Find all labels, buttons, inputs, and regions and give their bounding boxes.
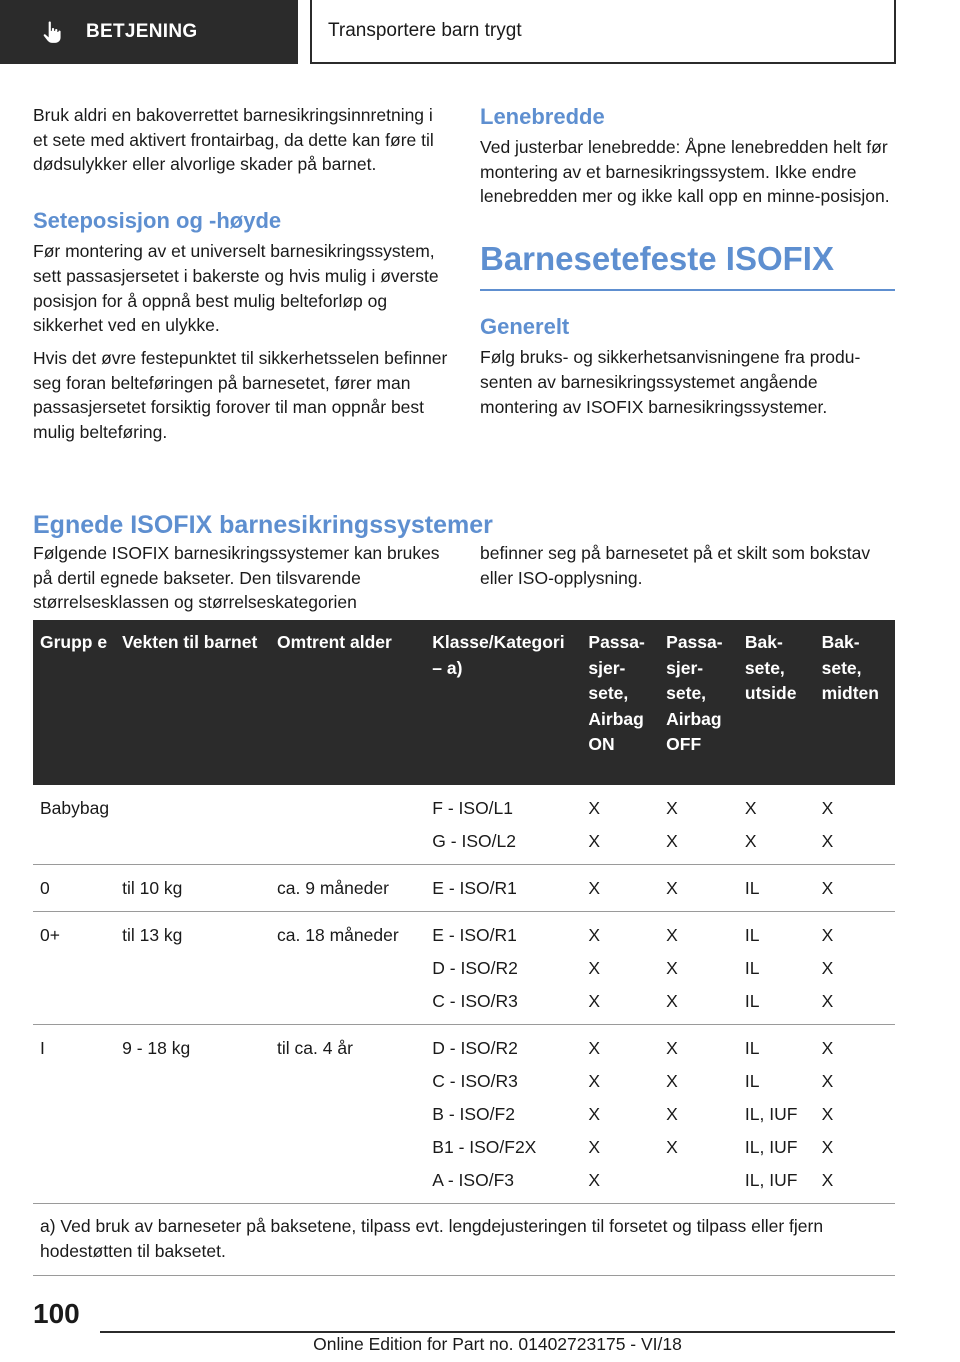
cell-airbag-off	[659, 865, 738, 912]
cell-value: Babybag	[40, 798, 110, 818]
cell-airbag-on	[581, 912, 659, 1025]
cell-airbag-off	[659, 912, 738, 1025]
cell-value: IL	[744, 991, 760, 1011]
cell-classes	[425, 865, 581, 912]
cell-value: X	[588, 958, 601, 978]
table-footnote: a) Ved bruk av barneseter på baksetene, tilpass evt. lengdejusteringen til forsetet og tilpass eller fjern hodestøtten til baksetet.	[33, 1204, 895, 1276]
backrest-width-heading: Lenebredde	[480, 104, 605, 129]
cell-value: E - ISO/R1	[432, 925, 517, 945]
cell-value: 0	[40, 878, 50, 898]
cell-value: X	[821, 925, 834, 945]
table-footnote-row	[33, 1204, 895, 1276]
cell-classes	[425, 912, 581, 1025]
cell-value: X	[666, 958, 678, 978]
cell-airbag-on	[581, 785, 659, 865]
section-tab	[0, 0, 298, 64]
cell-value: X	[821, 798, 834, 818]
cell-rear-outer	[738, 912, 815, 1025]
header-airbag-on: Passasjersete, Airbag ON	[581, 620, 659, 785]
cell-value: X	[744, 798, 757, 818]
cell-rear-outer	[738, 1025, 815, 1204]
seat-position-text-2: Hvis det øvre festepunktet til sikkerhetsselen befinner seg foran belteføringen på barnesetet, fører man passasjersetet forsiktig forover til man oppnår best mulig belteføring.	[33, 347, 448, 443]
cell-value: X	[666, 1137, 678, 1157]
cell-value: X	[588, 1170, 601, 1190]
cell-value: X	[666, 991, 678, 1011]
cell-value: X	[821, 878, 834, 898]
cell-value: til ca. 4 år	[277, 1038, 353, 1058]
cell-value: A - ISO/F3	[432, 1170, 514, 1190]
suitable-text-left: Følgende ISOFIX barnesikringssystemer kan brukes på dertil egnede bakseter. Den tilsvarende størrelsesklassen og størrelseskategorien	[33, 543, 440, 613]
cell-rear-middle	[815, 865, 895, 912]
cell-value: X	[666, 1071, 678, 1091]
cell-rear-middle	[815, 912, 895, 1025]
cell-rear-middle	[815, 785, 895, 865]
header-rear-outer: Baksete, utside	[738, 620, 815, 785]
cell-value: 9 - 18 kg	[122, 1038, 191, 1058]
cell-value: X	[588, 1038, 601, 1058]
cell-value: X	[588, 991, 601, 1011]
cell-age	[270, 1025, 425, 1204]
left-column	[33, 103, 451, 453]
header-weight: Vekten til barnet	[115, 620, 270, 785]
cell-weight	[115, 785, 270, 865]
table-row	[33, 1025, 895, 1204]
cell-value: X	[821, 1137, 834, 1157]
cell-classes	[425, 785, 581, 865]
cell-value: C - ISO/R3	[432, 1071, 518, 1091]
cell-value: X	[666, 831, 678, 851]
cell-rear-outer	[738, 865, 815, 912]
cell-value: X	[588, 831, 601, 851]
backrest-width-text: Ved justerbar lenebredde: Åpne lenebredden helt før montering av et barnesikringssystem. Ikke endre lenebredden mer og ikke kall opp en minne-posisjon.	[480, 137, 890, 207]
cell-value: E - ISO/R1	[432, 878, 517, 898]
cell-value: X	[588, 1071, 601, 1091]
general-text: Følg bruks- og sikkerhetsanvisningene fra produsenten av barnesikringssystemet angående montering av ISOFIX barnesikringssystemer.	[480, 347, 861, 417]
cell-airbag-on	[581, 865, 659, 912]
isofix-heading: Barnesetefeste ISOFIX	[480, 239, 895, 291]
cell-value: B - ISO/F2	[432, 1104, 515, 1124]
cell-group	[33, 912, 115, 1025]
footer-rule	[100, 1331, 895, 1333]
cell-value: X	[821, 1170, 834, 1190]
cell-value: X	[821, 958, 834, 978]
cell-airbag-on	[581, 1025, 659, 1204]
cell-value: I	[40, 1038, 45, 1058]
cell-value: X	[821, 831, 834, 851]
header-group: Grupp e	[33, 620, 115, 785]
cell-value	[666, 1164, 732, 1197]
cell-weight	[115, 865, 270, 912]
cell-value: IL	[744, 958, 760, 978]
cell-value: X	[588, 798, 601, 818]
header-age: Omtrent alder	[270, 620, 425, 785]
cell-value: IL, IUF	[744, 1137, 798, 1157]
cell-value: ca. 9 måneder	[277, 878, 389, 898]
cell-value: D - ISO/R2	[432, 958, 518, 978]
cell-age	[270, 785, 425, 865]
suitable-text-right: befinner seg på barnesetet på et skilt som bokstav eller ISO-opplysning.	[480, 543, 871, 588]
header-class: Klasse/Kategori – a)	[425, 620, 581, 785]
cell-value: X	[588, 925, 601, 945]
cell-value: B1 - ISO/F2X	[432, 1137, 537, 1157]
right-column	[480, 103, 895, 427]
cell-value: X	[666, 798, 678, 818]
cell-value: D - ISO/R2	[432, 1038, 518, 1058]
cell-value: X	[588, 878, 601, 898]
seat-position-heading: Seteposisjon og -høyde	[33, 208, 282, 234]
seat-position-text-1: Før montering av et universelt barnesikringssystem, sett passasjersetet i bakerste og hvis mulig i øverste posisjon for å oppnå best mulig belteforløp og sikkerhet ved en ulykke.	[33, 241, 439, 336]
cell-value: IL, IUF	[744, 1104, 798, 1124]
hand-pointer-icon	[40, 19, 66, 45]
table-header-row	[33, 620, 895, 785]
cell-value: IL	[744, 1071, 760, 1091]
cell-value: X	[666, 925, 678, 945]
cell-value: X	[588, 1104, 601, 1124]
cell-value: X	[821, 1071, 834, 1091]
top-bar	[0, 0, 960, 66]
cell-group	[33, 865, 115, 912]
cell-value: til 10 kg	[122, 878, 183, 898]
table-row	[33, 865, 895, 912]
cell-value: IL	[744, 925, 760, 945]
cell-value: ca. 18 måneder	[277, 925, 399, 945]
cell-age	[270, 865, 425, 912]
section-label: BETJENING	[86, 21, 198, 42]
header-airbag-off: Passasjersete, Airbag OFF	[659, 620, 738, 785]
cell-value: X	[666, 1038, 678, 1058]
table-row	[33, 785, 895, 865]
cell-classes	[425, 1025, 581, 1204]
airbag-warning-text: Bruk aldri en bakoverrettet barnesikringsinnretning i et sete med aktivert frontairbag, da dette kan føre til dødsulykker eller alvorlige skader på barnet.	[33, 105, 434, 175]
cell-value: X	[666, 1104, 678, 1124]
suitable-isofix-heading: Egnede ISOFIX barnesikringssystemer	[33, 511, 493, 539]
isofix-table	[33, 620, 895, 1276]
cell-value: IL	[744, 1038, 760, 1058]
general-heading: Generelt	[480, 314, 570, 340]
cell-group	[33, 1025, 115, 1204]
chapter-title: Transportere barn trygt	[310, 0, 896, 64]
cell-group	[33, 785, 115, 865]
cell-value: X	[666, 878, 678, 898]
cell-value: X	[821, 1038, 834, 1058]
header-rear-middle: Baksete, midten	[815, 620, 895, 785]
cell-value: F - ISO/L1	[432, 798, 514, 818]
cell-airbag-off	[659, 1025, 738, 1204]
cell-value: 0+	[40, 925, 60, 945]
cell-value: IL	[744, 878, 760, 898]
cell-weight	[115, 1025, 270, 1204]
cell-weight	[115, 912, 270, 1025]
cell-value: C - ISO/R3	[432, 991, 518, 1011]
page-number: 100	[33, 1298, 80, 1329]
cell-value: X	[821, 1104, 834, 1124]
cell-value: X	[588, 1137, 601, 1157]
cell-age	[270, 912, 425, 1025]
cell-rear-outer	[738, 785, 815, 865]
cell-value: til 13 kg	[122, 925, 183, 945]
cell-rear-middle	[815, 1025, 895, 1204]
table-row	[33, 912, 895, 1025]
cell-value: X	[821, 991, 834, 1011]
cell-airbag-off	[659, 785, 738, 865]
cell-value: X	[744, 831, 757, 851]
cell-value: G - ISO/L2	[432, 831, 516, 851]
cell-value: IL, IUF	[744, 1170, 798, 1190]
edition-text: Online Edition for Part no. 01402723175 - VI/18	[313, 1334, 682, 1354]
